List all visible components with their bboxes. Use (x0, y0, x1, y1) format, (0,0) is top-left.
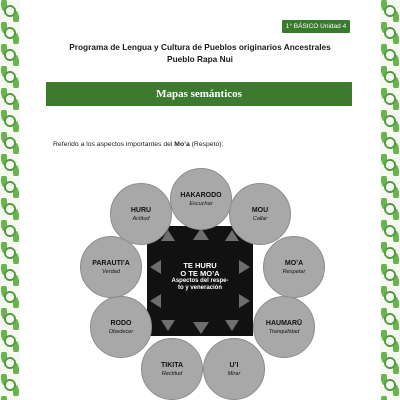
node-parautia (80, 236, 142, 298)
node-name: PARAUTI’A (92, 259, 130, 267)
node-name: HAKARODO (180, 191, 222, 199)
node-name: HAUMARŪ (265, 319, 303, 327)
center-title-2: O TE MO’A (180, 269, 220, 278)
node-huru (110, 183, 172, 245)
node-ui (203, 338, 265, 400)
node-haumaru (253, 296, 315, 358)
center-sub-1: Aspectos del respe- (171, 278, 229, 284)
node-meaning: Tranquilidad (268, 328, 300, 335)
unit-tab: 1° BÁSICO Unidad 4 (282, 20, 350, 33)
node-name: MO’A (284, 259, 304, 267)
triangle-decoration (239, 260, 250, 274)
node-moa (263, 236, 325, 298)
header-line-2: Pueblo Rapa Nui (167, 54, 233, 64)
node-meaning: Mirar (227, 370, 241, 377)
center-label (165, 262, 235, 292)
node-meaning: Respetar (282, 268, 306, 275)
node-meaning: Obedecer (108, 328, 134, 335)
center-title-1: TE HURU (183, 261, 217, 270)
triangle-decoration (225, 320, 239, 331)
node-meaning: Actitud (132, 215, 150, 222)
node-name: TIKITA (160, 361, 184, 369)
node-hakarodo (170, 168, 232, 230)
node-tikita (141, 338, 203, 400)
center-sub-2: to y veneración (177, 285, 222, 291)
section-banner: Mapas semánticos (46, 82, 352, 106)
intro-before: Referido a los aspectos importantes del (53, 141, 175, 148)
intro-term: Mo’a (174, 141, 190, 148)
node-meaning: Verdad (102, 268, 120, 275)
node-name: U’I (229, 361, 239, 369)
header-line-1: Programa de Lengua y Cultura de Pueblos originarios Ancestrales (69, 42, 331, 52)
triangle-decoration (150, 294, 161, 308)
node-meaning: Callar (252, 215, 268, 222)
intro-after: (Respeto): (189, 141, 224, 148)
node-meaning: Rectitud (161, 370, 183, 377)
node-name: RODO (110, 319, 132, 327)
node-mou (229, 183, 291, 245)
triangle-decoration (193, 322, 209, 334)
triangle-decoration (239, 294, 250, 308)
node-meaning: Escuchar (189, 200, 213, 207)
triangle-decoration (150, 260, 161, 274)
node-name: HURU (130, 206, 152, 214)
node-rodo (90, 296, 152, 358)
node-name: MOU (251, 206, 269, 214)
triangle-decoration (161, 320, 175, 331)
